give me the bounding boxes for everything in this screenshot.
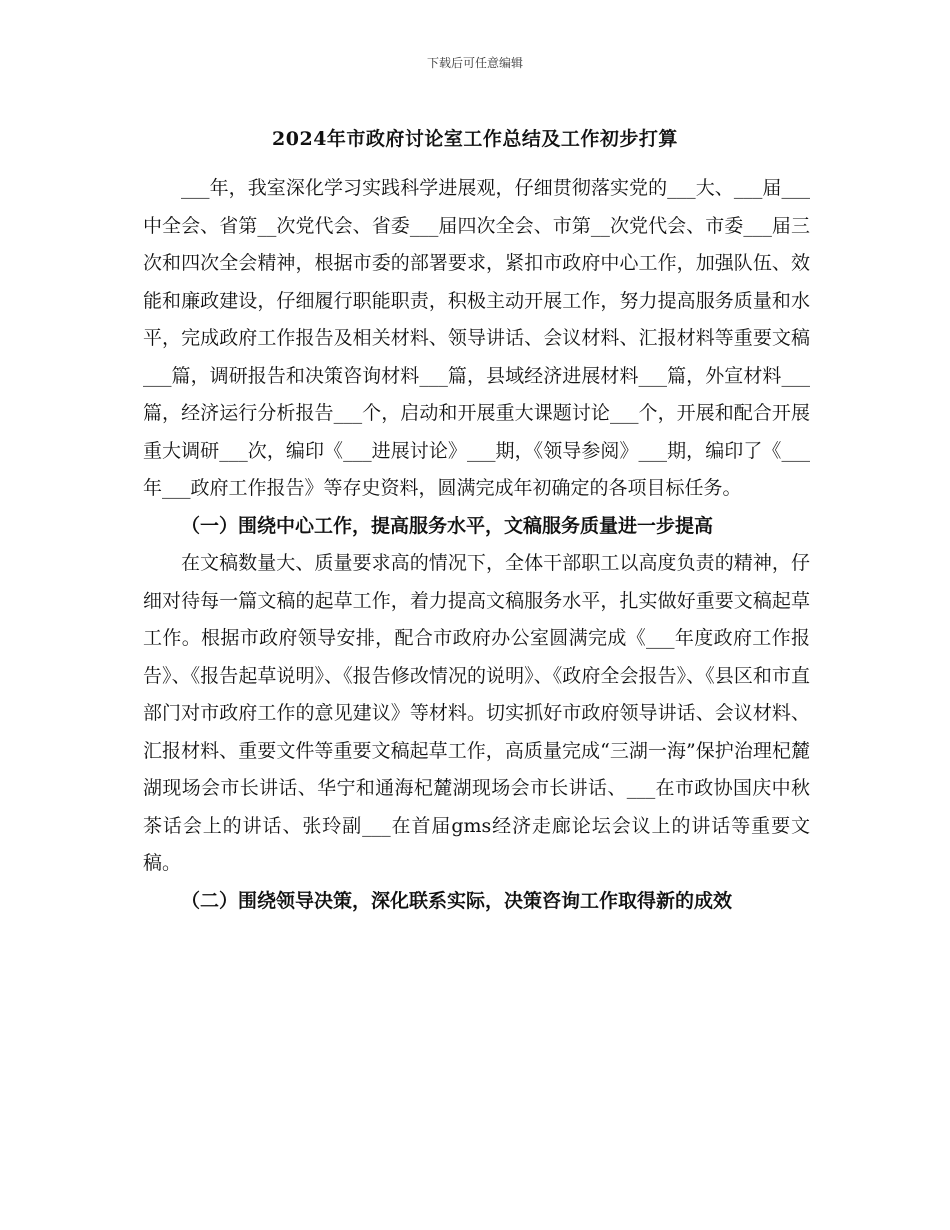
intro-paragraph: ___年，我室深化学习实践科学进展观，仔细贯彻落实党的___大、___届___中全会、省第__次党代会、省委___届四次全会、市第__次党代会、市委___届三次和四次全会精神，根据市委的部署要求，紧扣市政府中心工作，加强队伍、效能和廉政建设，仔细履行职能职责，积极主动开展工作，努力提高服务质量和水平，完成政府工作报告及相关材料、领导讲话、会议材料、汇报材料等重要文稿___篇，调研报告和决策咨询材料___篇，县域经济进展材料___篇，外宣材料___篇，经济运行分析报告___个，启动和开展重大课题讨论___个，开展和配合开展重大调研___次，编印《___进展讨论》___期，《领导参阅》___期，编印了《___年___政府工作报告》等存史资料，圆满完成年初确定的各项目标任务。 [143, 177, 810, 499]
document-title: 2024年市政府讨论室工作总结及工作初步打算 [272, 128, 678, 150]
section-1-paragraph: 在文稿数量大、质量要求高的情况下，全体干部职工以高度负责的精神，仔细对待每一篇文稿的起草工作，着力提高文稿服务水平，扎实做好重要文稿起草工作。根据市政府领导安排，配合市政府办公室圆满完成《___年度政府工作报告》、《报告起草说明》、《报告修改情况的说明》、《政府全会报告》、《县区和市直部门对市政府工作的意见建议》等材料。切实抓好市政府领导讲话、会议材料、汇报材料、重要文件等重要文稿起草工作，高质量完成“三湖一海”保护治理杞麓湖现场会市长讲话、华宁和通海杞麓湖现场会市长讲话、___在市政协国庆中秋茶话会上的讲话、张玲副___在首届gms经济走廊论坛会议上的讲话等重要文稿。 [143, 552, 810, 874]
section-1-heading: （一）围绕中心工作，提高服务水平，文稿服务质量进一步提高 [181, 514, 714, 537]
document-body [143, 170, 810, 920]
header-note: 下载后可任意编辑 [426, 56, 523, 70]
section-2-heading: （二）围绕领导决策，深化联系实际，决策咨询工作取得新的成效 [181, 889, 733, 912]
